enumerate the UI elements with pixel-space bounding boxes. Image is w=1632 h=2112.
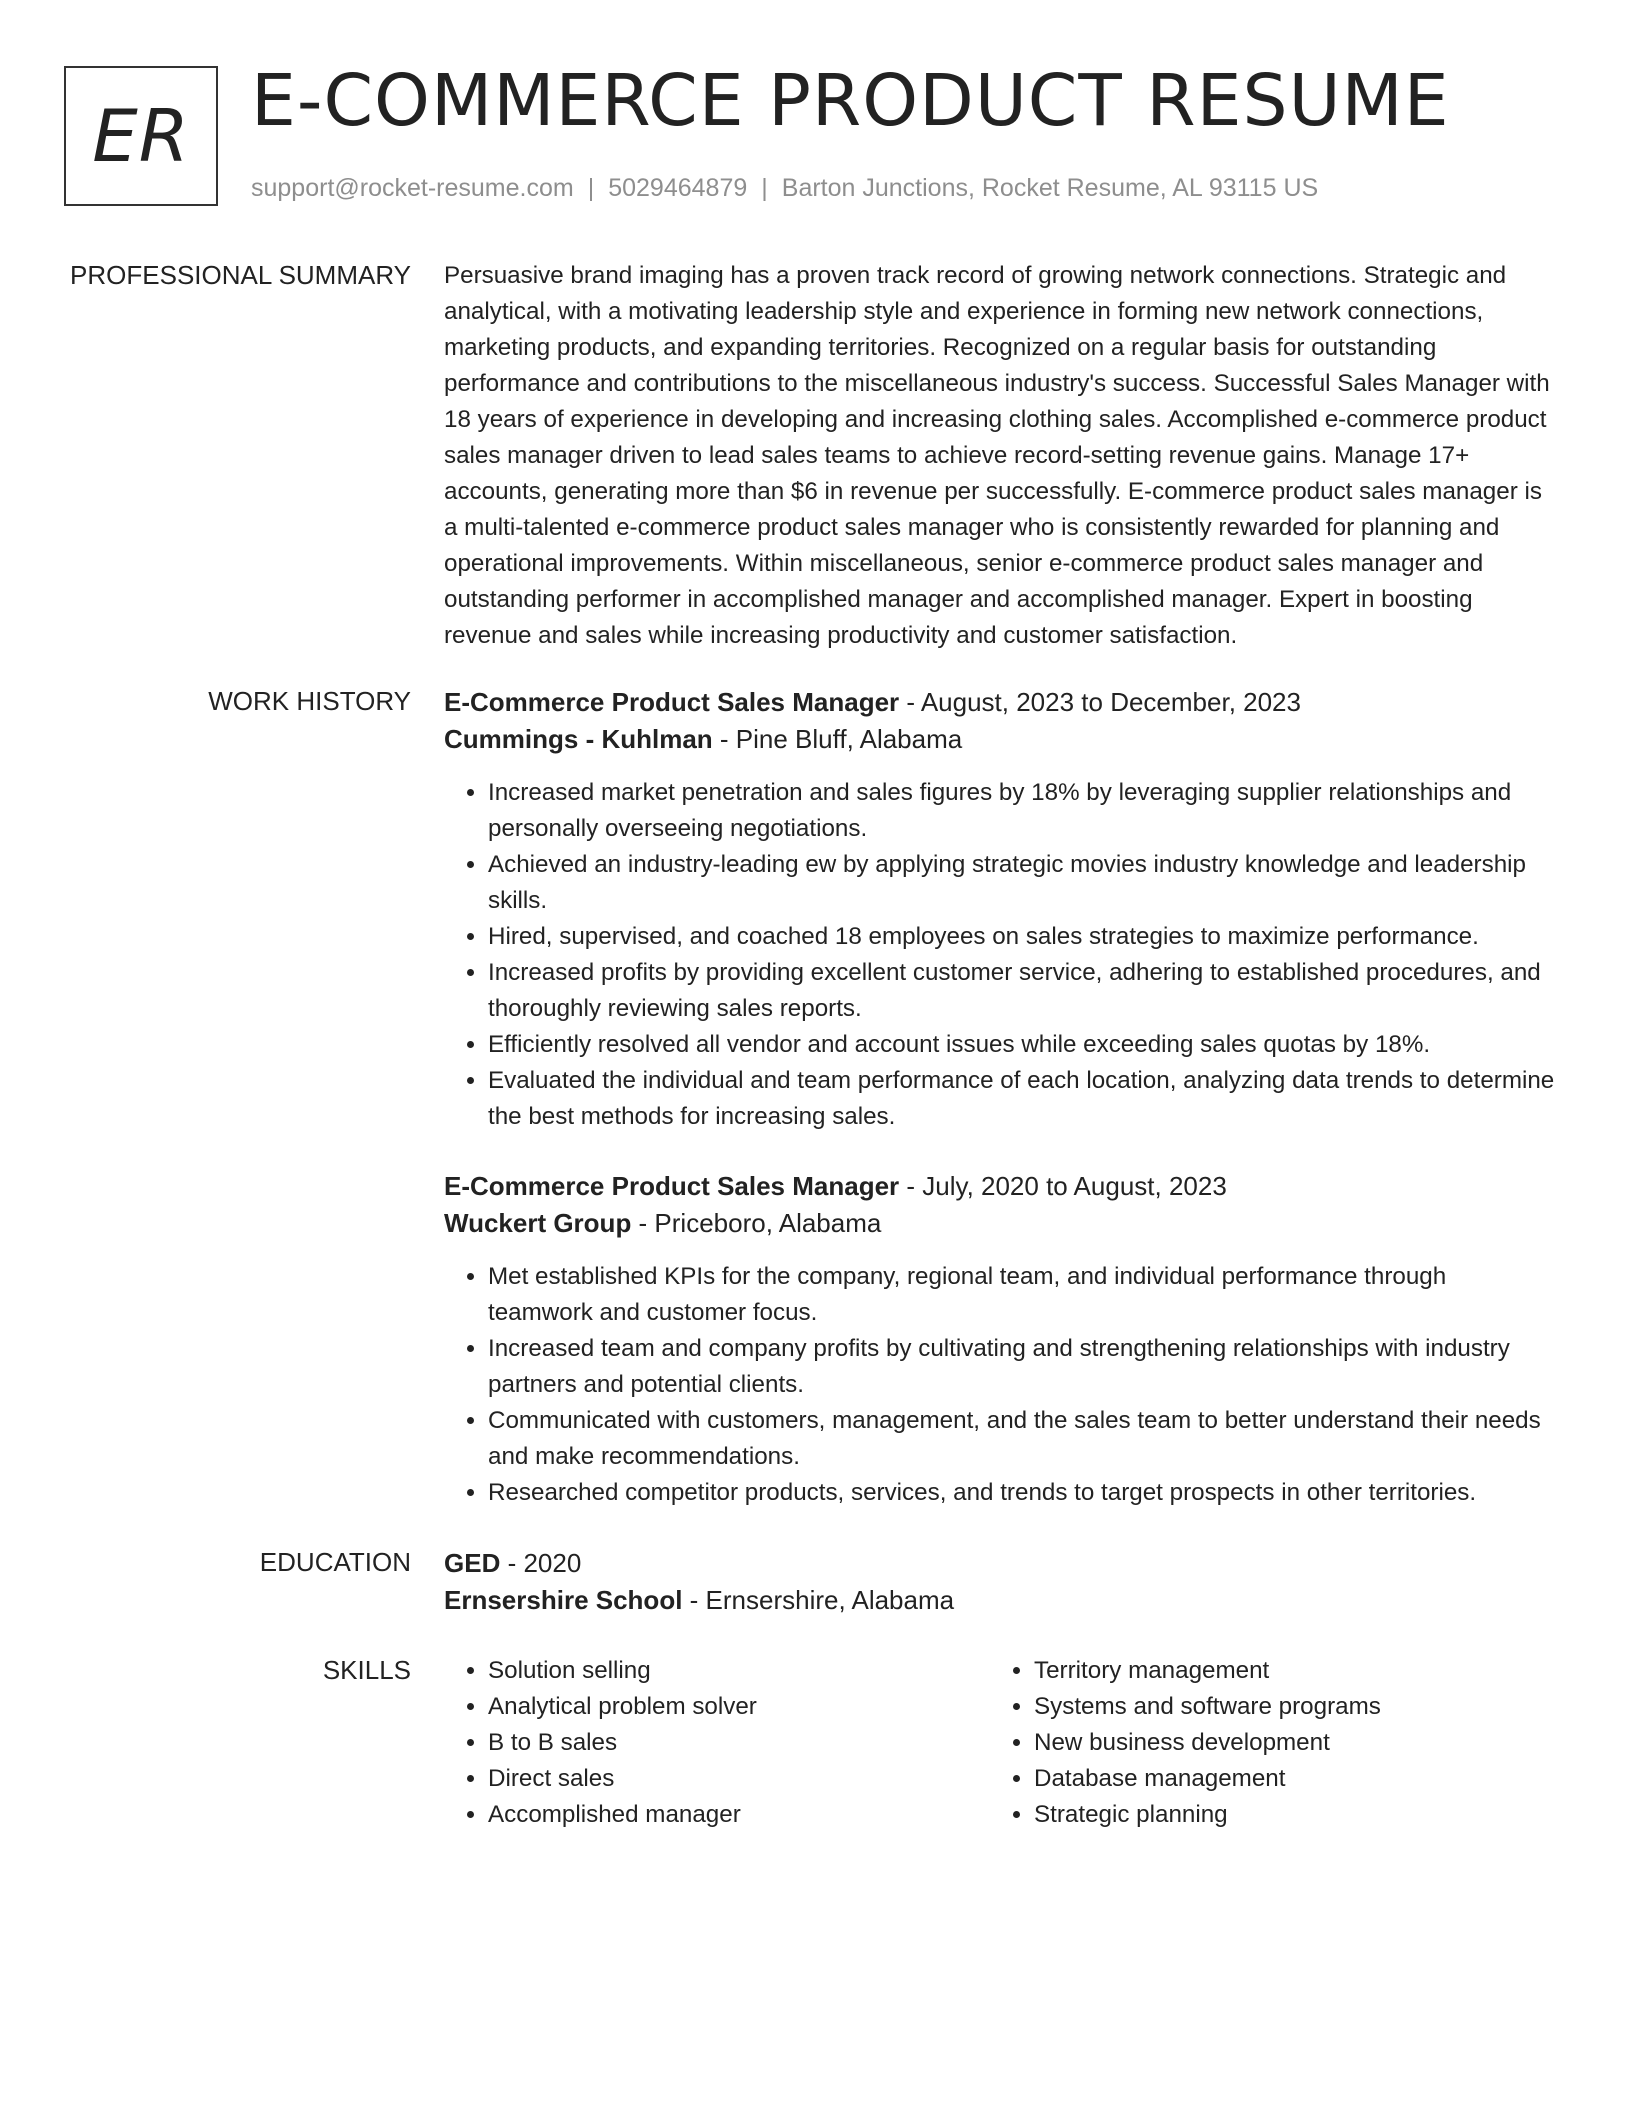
contact-line	[251, 172, 1318, 204]
section-label-skills: SKILLS	[322, 1655, 411, 1685]
contact-address: Barton Junctions, Rocket Resume, AL 93115 US	[781, 174, 1319, 202]
monogram-box	[64, 66, 218, 206]
job-dates: - August, 2023 to December, 2023	[899, 687, 1301, 717]
job-company: Cummings - Kuhlman	[444, 724, 713, 754]
contact-phone: 5029464879	[608, 174, 748, 202]
summary-text: Persuasive brand imaging has a proven track record of growing network connections. Strategic and analytical, with a motivating leadership style and experience in forming new network connections, marketing products, and expanding territories. Recognized on a regular basis for outstanding performance and contributions to the miscellaneous industry's success. Successful Sales Manager with 18 years of experience in developing and increasing clothing sales. Accomplished e-commerce product sales manager driven to lead sales teams to achieve record-setting revenue gains. Manage 17+ accounts, generating more than $6 in revenue per successfully. E-commerce product sales manager is a multi-talented e-commerce product sales manager who is consistently rewarded for planning and operational improvements. Within miscellaneous, senior e-commerce product sales manager and outstanding performer in accomplished manager and accomplished manager. Expert in boosting revenue and sales while increasing productivity and customer satisfaction.	[444, 262, 1550, 649]
education-body	[444, 1545, 1556, 1619]
education-degree: GED	[444, 1548, 501, 1578]
job-entry	[444, 1168, 1556, 1511]
education-year: - 2020	[500, 1548, 582, 1578]
job-bullet: • Efficiently resolved all vendor and account issues while exceeding sales quotas by 18%.	[488, 1027, 1556, 1063]
education-school: Ernsershire School	[444, 1585, 683, 1615]
job-dates: - July, 2020 to August, 2023	[899, 1171, 1227, 1201]
job-title: E-Commerce Product Sales Manager	[444, 1171, 900, 1201]
skill-item: • Territory management	[1034, 1653, 1536, 1689]
job-bullet: • Researched competitor products, services, and trends to target prospects in other territories.	[488, 1475, 1556, 1511]
contact-email: support@rocket-resume.com	[251, 174, 574, 202]
work-history-body	[444, 684, 1556, 1511]
education-school-line	[444, 1582, 1556, 1619]
job-bullet: • Evaluated the individual and team performance of each location, analyzing data trends to determine the best methods for increasing sales.	[488, 1063, 1556, 1135]
job-bullets	[444, 775, 1556, 1135]
job-title-line	[444, 1168, 1556, 1205]
job-location: - Pine Bluff, Alabama	[712, 724, 963, 754]
job-bullet: • Communicated with customers, management, and the sales team to better understand their needs and make recommendations.	[488, 1403, 1556, 1475]
skill-item: • Strategic planning	[1034, 1797, 1536, 1833]
job-title-line	[444, 684, 1556, 721]
job-bullet: • Hired, supervised, and coached 18 employees on sales strategies to maximize performance.	[488, 919, 1556, 955]
education-degree-line	[444, 1545, 1556, 1582]
job-location: - Priceboro, Alabama	[631, 1208, 882, 1238]
skills-list-right	[990, 1653, 1536, 1833]
job-bullet: • Achieved an industry-leading ew by applying strategic movies industry knowledge and leadership skills.	[488, 847, 1556, 919]
job-bullet: • Increased profits by providing excellent customer service, adhering to established procedures, and thoroughly reviewing sales reports.	[488, 955, 1556, 1027]
contact-separator: |	[587, 174, 595, 202]
education-location: - Ernsershire, Alabama	[682, 1585, 955, 1615]
section-label-summary: PROFESSIONAL SUMMARY	[70, 260, 411, 290]
skills-list-left	[444, 1653, 990, 1833]
job-bullet: • Increased market penetration and sales figures by 18% by leveraging supplier relationships and personally overseeing negotiations.	[488, 775, 1556, 847]
skill-item: • B to B sales	[488, 1725, 990, 1761]
job-bullet: • Increased team and company profits by cultivating and strengthening relationships with industry partners and potential clients.	[488, 1331, 1556, 1403]
skill-item: • Database management	[1034, 1761, 1536, 1797]
job-title: E-Commerce Product Sales Manager	[444, 687, 900, 717]
skill-item: • Solution selling	[488, 1653, 990, 1689]
skills-body	[444, 1653, 1556, 1833]
skill-item: • Systems and software programs	[1034, 1689, 1536, 1725]
job-bullets	[444, 1259, 1556, 1511]
job-company-line	[444, 721, 1556, 758]
job-company-line	[444, 1205, 1556, 1242]
contact-separator: |	[761, 174, 768, 202]
skill-item: • Direct sales	[488, 1761, 990, 1797]
skill-item: • New business development	[1034, 1725, 1536, 1761]
skill-item: • Analytical problem solver	[488, 1689, 990, 1725]
monogram-initials: ER	[92, 94, 190, 178]
section-label-work-history: WORK HISTORY	[208, 686, 411, 716]
job-company: Wuckert Group	[444, 1208, 632, 1238]
resume-title: E-COMMERCE PRODUCT RESUME	[251, 59, 1450, 142]
section-label-education: EDUCATION	[259, 1547, 411, 1577]
job-bullet: • Met established KPIs for the company, regional team, and individual performance through teamwork and customer focus.	[488, 1259, 1556, 1331]
job-entry	[444, 684, 1556, 1135]
skill-item: • Accomplished manager	[488, 1797, 990, 1833]
